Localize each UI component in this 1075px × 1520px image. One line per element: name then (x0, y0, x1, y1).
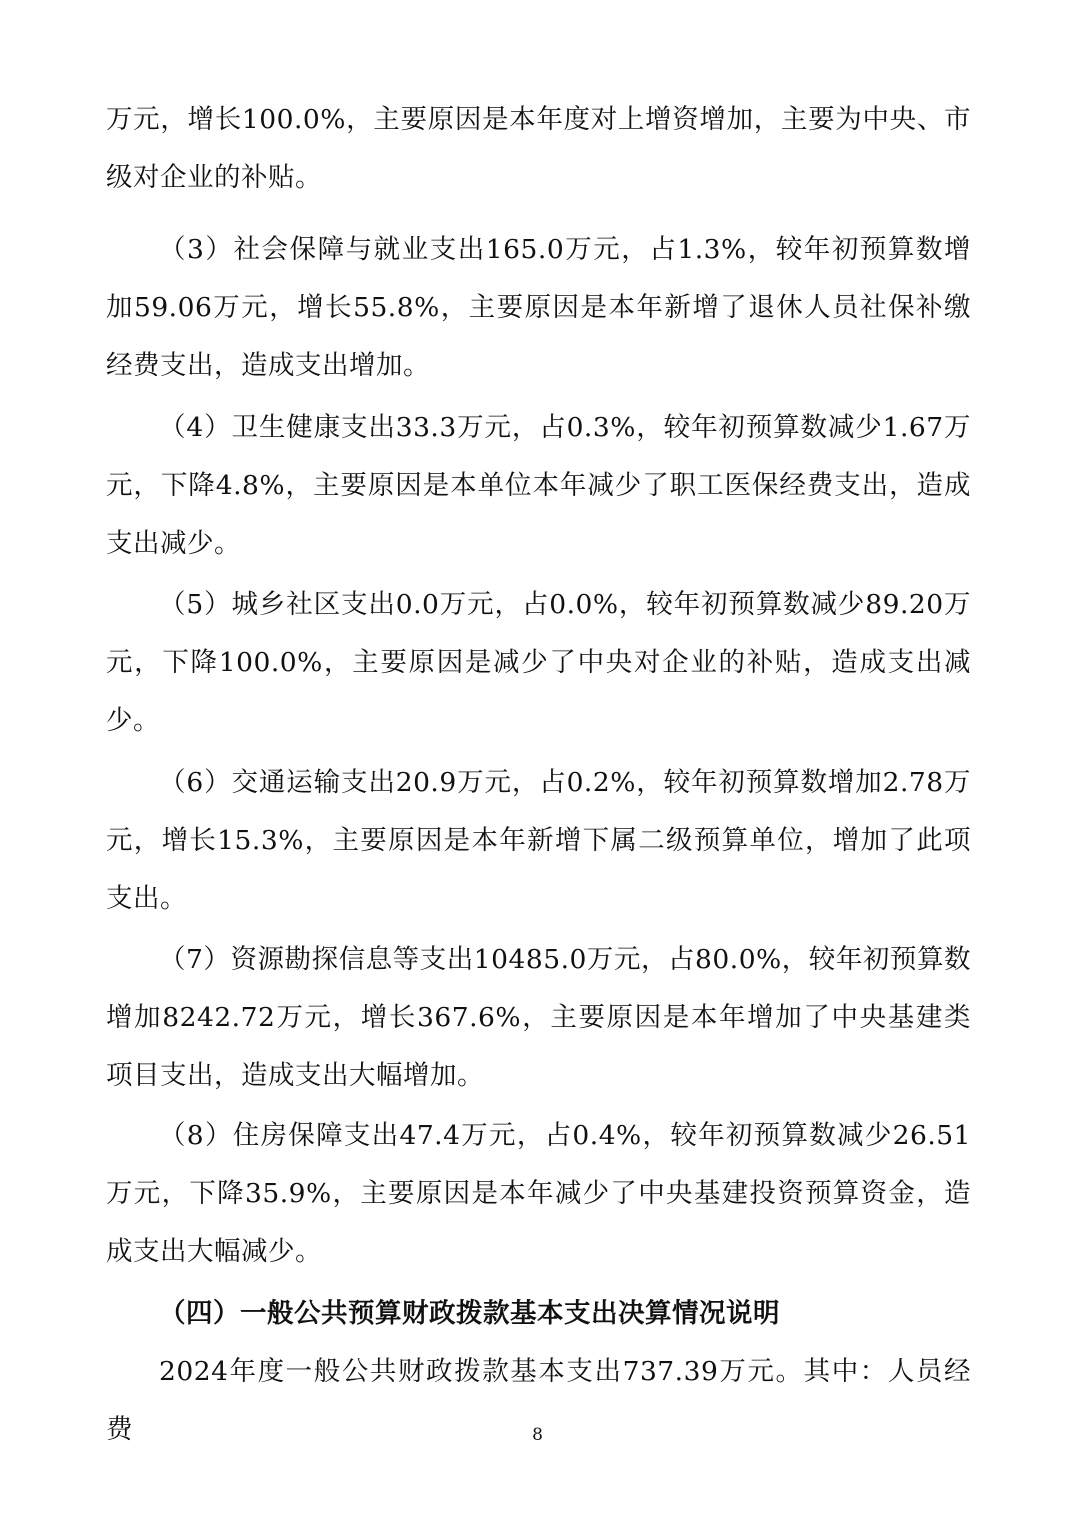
paragraph-basic-expenditure: 2024年度一般公共财政拨款基本支出737.39万元。其中：人员经费 (106, 1356, 971, 1445)
paragraph-item-5-urban-rural: （5）城乡社区支出0.0万元，占0.0%，较年初预算数减少89.20万元，下降100.0%，主要原因是减少了中央对企业的补贴，造成支出减少。 (106, 589, 971, 736)
paragraph-item-3-social-security: （3）社会保障与就业支出165.0万元，占1.3%，较年初预算数增加59.06万元，增长55.8%，主要原因是本年新增了退休人员社保补缴经费支出，造成支出增加。 (106, 234, 971, 381)
paragraph-continuation: 万元，增长100.0%，主要原因是本年度对上增资增加，主要为中央、市级对企业的补贴。 (106, 104, 971, 193)
paragraph-item-8-housing: （8）住房保障支出47.4万元，占0.4%，较年初预算数减少26.51万元，下降35.9%，主要原因是本年减少了中央基建投资预算资金，造成支出大幅减少。 (106, 1120, 971, 1267)
paragraph-item-6-transport: （6）交通运输支出20.9万元，占0.2%，较年初预算数增加2.78万元，增长15.3%，主要原因是本年新增下属二级预算单位，增加了此项支出。 (106, 767, 971, 914)
paragraph-item-4-health: （4）卫生健康支出33.3万元，占0.3%，较年初预算数减少1.67万元，下降4.8%，主要原因是本单位本年减少了职工医保经费支出，造成支出减少。 (106, 412, 971, 559)
section-heading-4: （四）一般公共预算财政拨款基本支出决算情况说明 (159, 1298, 780, 1329)
page-number: 8 (532, 1425, 543, 1445)
paragraph-item-7-resources: （7）资源勘探信息等支出10485.0万元，占80.0%，较年初预算数增加8242.72万元，增长367.6%，主要原因是本年增加了中央基建类项目支出，造成支出大幅增加。 (106, 944, 971, 1091)
